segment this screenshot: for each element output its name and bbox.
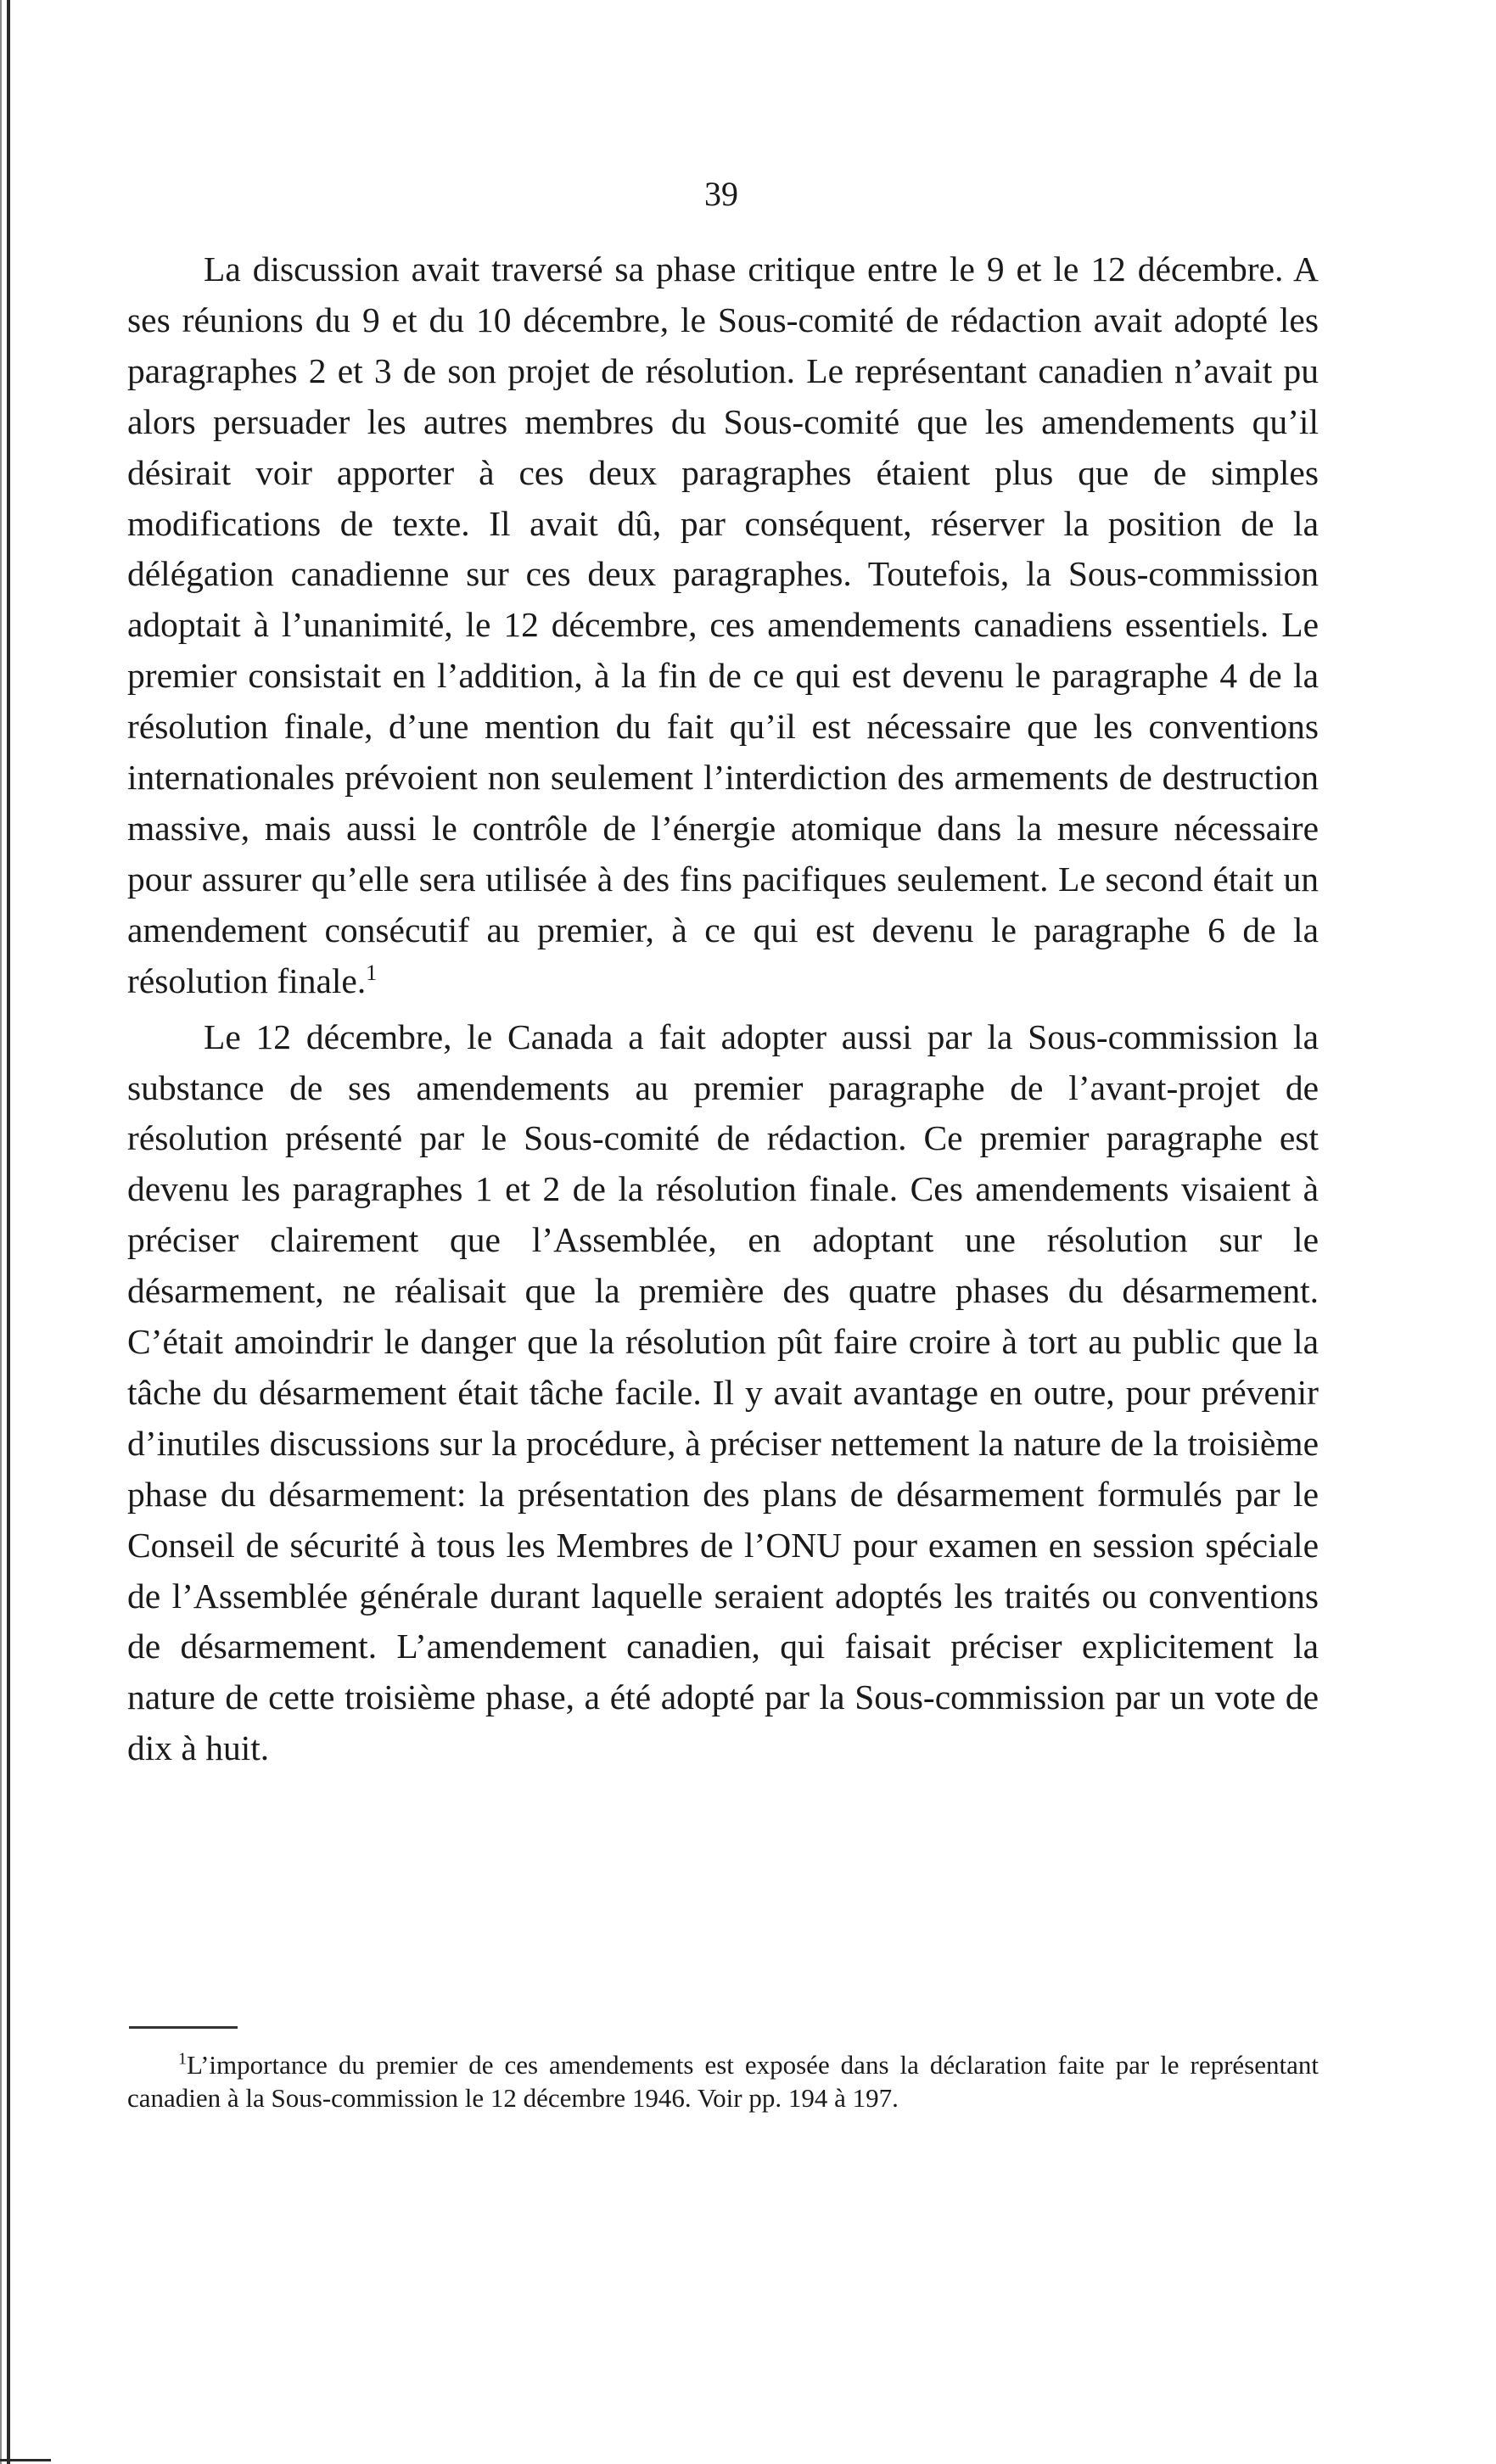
- footnote-reference: 1: [366, 960, 378, 985]
- footnote-text: L’importance du premier de ces amendements est exposée dans la déclaration faite par le représentant canadien à la Sous-commission le 12 décembre 1946. Voir pp. 194 à 197.: [127, 2050, 1319, 2113]
- paragraph-1: [127, 244, 1319, 1007]
- paragraph-2: Le 12 décembre, le Canada a fait adopter aussi par la Sous-commission la substance de ses amendements au premier paragraphe de l’avant-projet de résolution présenté par le Sous-comité de rédaction. Ce premier paragraphe est devenu les paragraphes 1 et 2 de la résolution finale. Ces amendements visaient à préciser clairement que l’Assemblée, en adoptant une résolution sur le désarmement, ne réalisait que la première des quatre phases du désarmement. C’était amoindrir le danger que la résolution pût faire croire à tort au public que la tâche du désarmement était tâche facile. Il y avait avantage en outre, pour prévenir d’inutiles discussions sur la procédure, à préciser nettement la nature de la troisième phase du désarmement: la présentation des plans de désarmement formulés par le Conseil de sécurité à tous les Membres de l’ONU pour examen en session spéciale de l’Assemblée générale durant laquelle seraient adoptés les traités ou conventions de désarmement. L’amendement canadien, qui faisait préciser explicitement la nature de cette troisième phase, a été adopté par la Sous-commission par un vote de dix à huit.: [127, 1016, 1319, 1768]
- footnote: [127, 2048, 1319, 2114]
- page-number: 39: [704, 175, 738, 213]
- footnote-divider: [129, 2026, 238, 2029]
- footnote-marker: 1: [178, 2049, 187, 2069]
- scan-border-outer: [0, 0, 2, 2464]
- paragraph-1-text: La discussion avait traversé sa phase critique entre le 9 et le 12 décembre. A ses réunions du 9 et du 10 décembre, le Sous-comité de rédaction avait adopté les paragraphes 2 et 3 de son projet de résolution. Le représentant canadien n’avait pu alors persuader les autres membres du Sous-comité que les amendements qu’il désirait voir apporter à ces deux paragraphes étaient plus que de simples modifications de texte. Il avait dû, par conséquent, réserver la position de la délégation canadienne sur ces deux paragraphes. Toutefois, la Sous-commission adoptait à l’unanimité, le 12 décembre, ces amendements canadiens essentiels. Le premier consistait en l’addition, à la fin de ce qui est devenu le paragraphe 4 de la résolution finale, d’une mention du fait qu’il est nécessaire que les conventions internationales prévoient non seulement l’interdiction des armements de destruction massive, mais aussi le contrôle de l’énergie atomique dans la mesure nécessaire pour assurer qu’elle sera utilisée à des fins pacifiques seulement. Le second était un amendement consécutif au premier, à ce qui est devenu le paragraphe 6 de la résolution finale.: [127, 249, 1319, 1000]
- scan-border: [7, 0, 10, 2464]
- scan-bottom-mark: [0, 2459, 51, 2461]
- body-text: [127, 244, 1319, 1774]
